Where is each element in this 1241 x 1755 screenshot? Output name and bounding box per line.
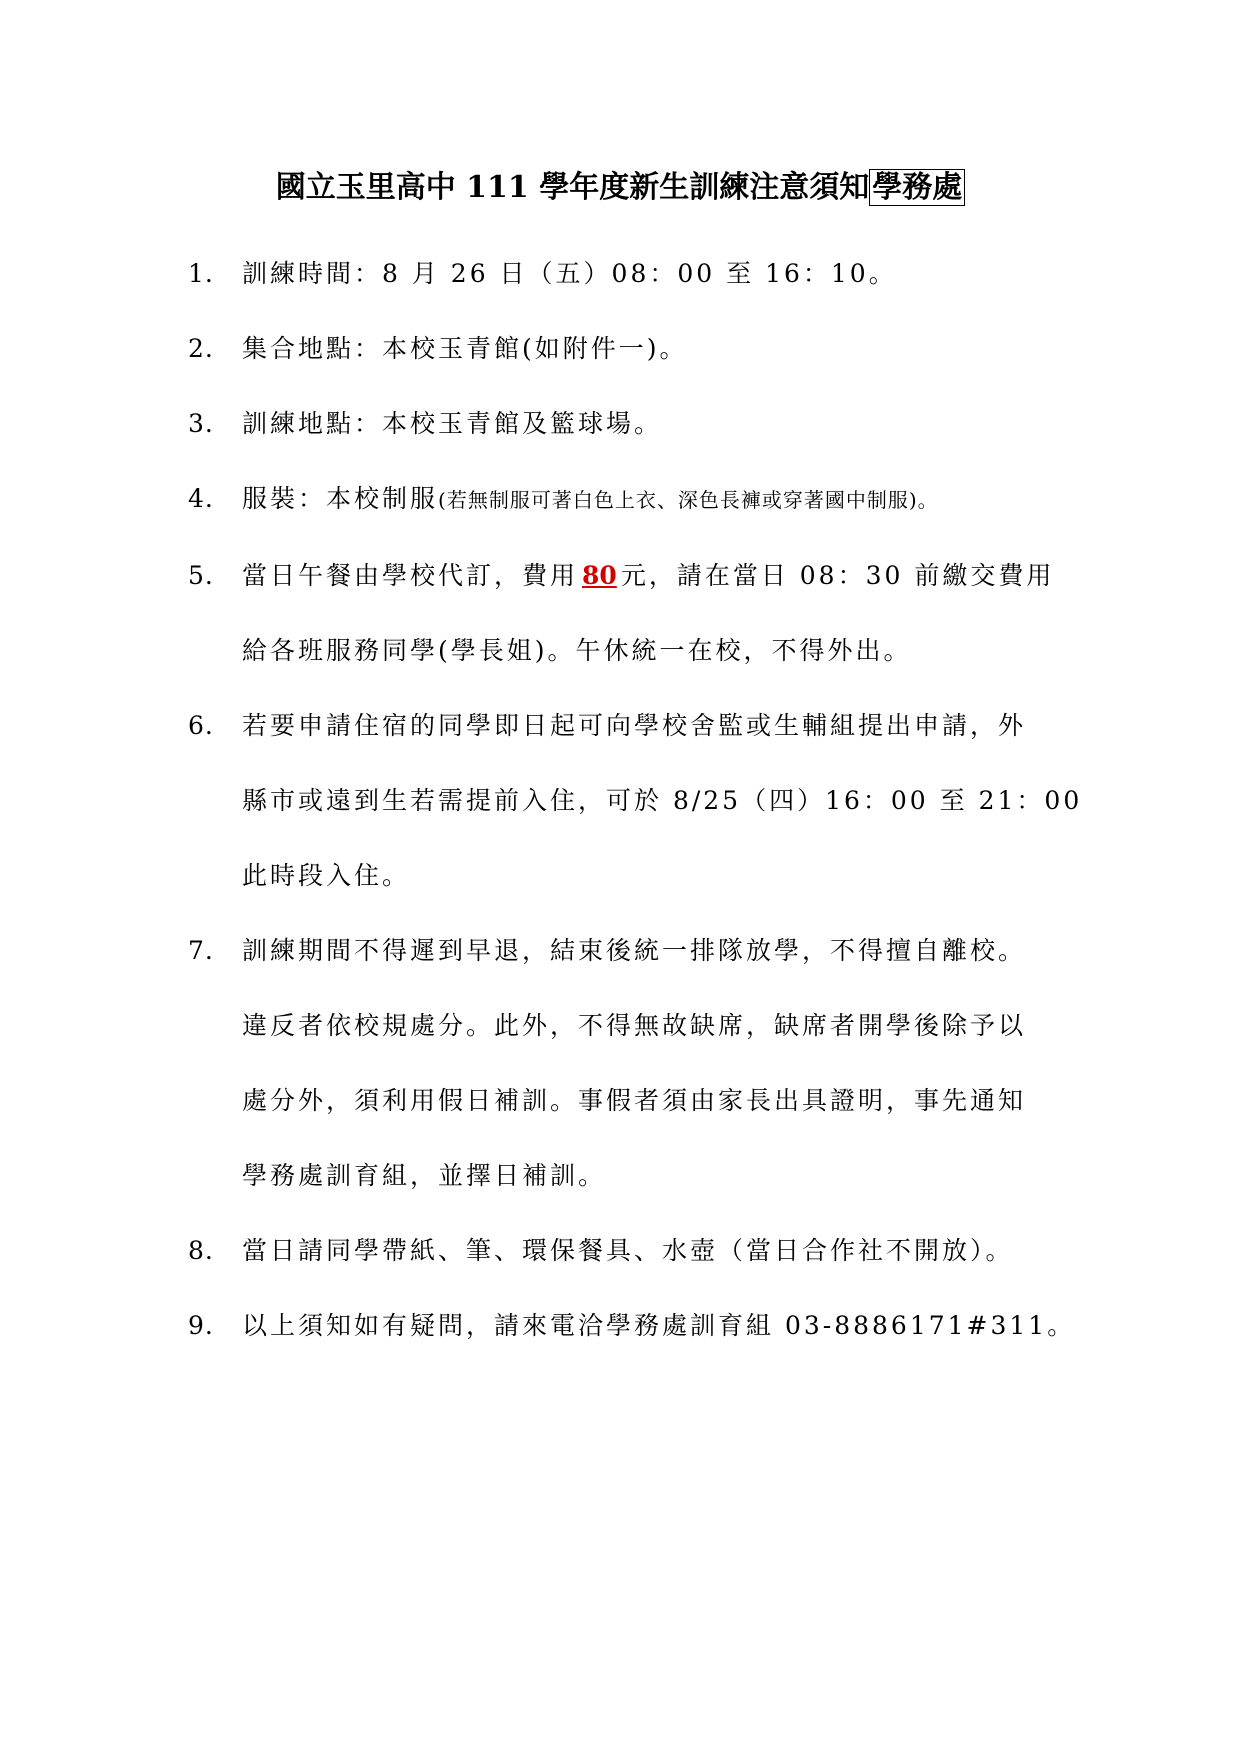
document-title	[0, 164, 1241, 212]
item-number: 9.	[188, 1311, 214, 1340]
list-item	[188, 386, 1068, 461]
item-line: 訓練時間：8 月 26 日（五）08：00 至 16：10。	[242, 259, 897, 288]
item-text	[242, 538, 1068, 688]
item-line: 當日請同學帶紙、筆、環保餐具、水壺（當日合作社不開放）。	[242, 1236, 1014, 1265]
item-text	[242, 1288, 1075, 1363]
list-item	[188, 311, 1068, 386]
item-number: 6.	[188, 711, 214, 740]
lunch-text-post: 元，請在當日 08：30 前繳交費用	[620, 561, 1055, 590]
dress-code-lead: 服裝：本校制服	[242, 484, 439, 513]
item-line: 集合地點：本校玉青館(如附件一)。	[242, 334, 688, 363]
item-line: 訓練地點：本校玉青館及籃球場。	[242, 409, 663, 438]
lunch-price: 80	[582, 561, 617, 590]
notice-list	[188, 236, 1083, 1363]
item-number: 5.	[188, 561, 214, 590]
list-item	[188, 688, 1083, 913]
lunch-text-pre: 當日午餐由學校代訂，費用	[242, 561, 579, 590]
item-line: 學務處訓育組，並擇日補訓。	[242, 1161, 607, 1190]
list-item	[188, 1288, 1076, 1363]
item-text	[242, 1213, 1068, 1288]
item-text	[242, 311, 1068, 386]
item-number: 3.	[188, 409, 214, 438]
item-line	[242, 461, 1068, 538]
item-line: 若要申請住宿的同學即日起可向學校舍監或生輔組提出申請，外	[242, 711, 1027, 740]
title-main: 國立玉里高中 111 學年度新生訓練注意須知	[275, 170, 870, 205]
item-line: 此時段入住。	[242, 861, 411, 890]
item-number: 7.	[188, 936, 214, 965]
item-number: 8.	[188, 1236, 214, 1265]
item-line: 訓練期間不得遲到早退，結束後統一排隊放學，不得擅自離校。	[242, 936, 1027, 965]
item-line: 違反者依校規處分。此外，不得無故缺席，缺席者開學後除予以	[242, 1011, 1027, 1040]
item-text	[242, 913, 1068, 1213]
list-item	[188, 236, 1068, 311]
item-line	[242, 538, 1068, 613]
list-item	[188, 461, 1068, 538]
item-text	[242, 688, 1082, 913]
item-text	[242, 386, 1068, 461]
item-text	[242, 236, 1068, 311]
dress-code-note: (若無制服可著白色上衣、深色長褲或穿著國中制服)。	[438, 488, 939, 512]
list-item	[188, 538, 1068, 688]
title-office-box: 學務處	[869, 169, 965, 206]
item-number: 1.	[188, 259, 214, 288]
item-number: 4.	[188, 484, 214, 513]
item-line: 處分外，須利用假日補訓。事假者須由家長出具證明，事先通知	[242, 1086, 1027, 1115]
item-line: 以上須知如有疑問，請來電洽學務處訓育組 03-8886171#311。	[242, 1311, 1076, 1340]
list-item	[188, 1213, 1068, 1288]
item-line: 給各班服務同學(學長姐)。午休統一在校，不得外出。	[242, 636, 912, 665]
item-text	[242, 461, 1068, 538]
item-number: 2.	[188, 334, 214, 363]
list-item	[188, 913, 1068, 1213]
item-line: 縣市或遠到生若需提前入住，可於 8/25（四）16：00 至 21：00	[242, 786, 1083, 815]
